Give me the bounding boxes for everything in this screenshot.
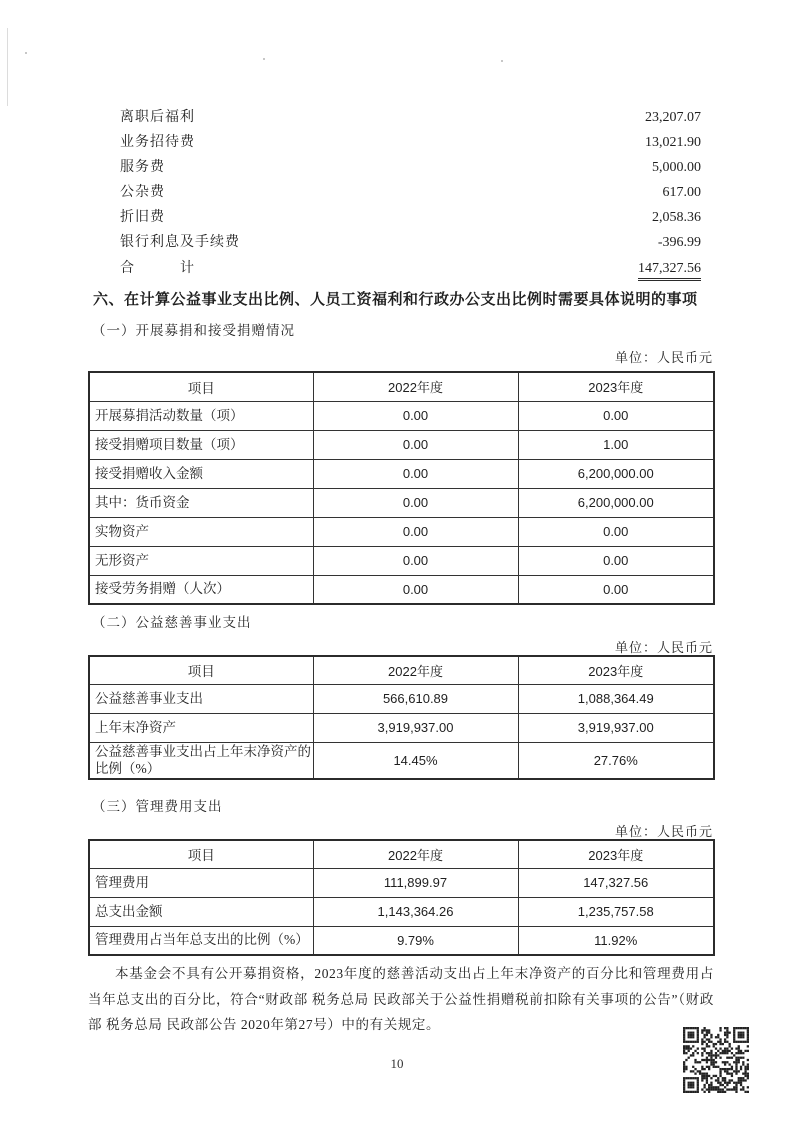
admin-expense-table bbox=[88, 839, 715, 956]
cell-2023: 0.00 bbox=[518, 546, 714, 575]
table-row bbox=[89, 488, 714, 517]
row-label: 无形资产 bbox=[89, 546, 313, 575]
table-row bbox=[89, 401, 714, 430]
subsection-title-2: （二）公益慈善事业支出 bbox=[92, 615, 252, 630]
header-cell: 项目 bbox=[89, 656, 313, 684]
row-label: 上年末净资产 bbox=[89, 713, 313, 742]
expense-row bbox=[120, 131, 701, 156]
table-row bbox=[89, 868, 714, 897]
cell-2023: 1,088,364.49 bbox=[518, 684, 714, 713]
scan-edge-shadow bbox=[7, 28, 8, 106]
qr-code bbox=[683, 1027, 749, 1093]
table-header-row bbox=[89, 372, 714, 401]
header-cell: 2023年度 bbox=[518, 372, 714, 401]
expense-total-label: 合 计 bbox=[120, 261, 195, 276]
cell-2022: 3,919,937.00 bbox=[313, 713, 518, 742]
header-cell: 2023年度 bbox=[518, 656, 714, 684]
cell-2022: 111,899.97 bbox=[313, 868, 518, 897]
cell-2022: 9.79% bbox=[313, 926, 518, 955]
expense-value: 5,000.00 bbox=[652, 160, 701, 175]
scan-speck bbox=[263, 58, 265, 60]
unit-label-1: 单位：人民币元 bbox=[614, 350, 713, 365]
subsection-title-3: （三）管理费用支出 bbox=[92, 799, 223, 814]
section-heading: 六、在计算公益事业支出比例、人员工资福利和行政办公支出比例时需要具体说明的事项 bbox=[93, 291, 698, 308]
cell-2022: 0.00 bbox=[313, 546, 518, 575]
expense-row bbox=[120, 156, 701, 181]
table-row bbox=[89, 459, 714, 488]
row-label: 其中：货币资金 bbox=[89, 488, 313, 517]
cell-2023: 11.92% bbox=[518, 926, 714, 955]
table-row bbox=[89, 897, 714, 926]
expense-value: 2,058.36 bbox=[652, 210, 701, 225]
table-row bbox=[89, 430, 714, 459]
cell-2023: 0.00 bbox=[518, 575, 714, 604]
cell-2022: 1,143,364.26 bbox=[313, 897, 518, 926]
scan-speck bbox=[501, 60, 503, 62]
header-cell: 2022年度 bbox=[313, 840, 518, 868]
cell-2022: 566,610.89 bbox=[313, 684, 518, 713]
cell-2022: 0.00 bbox=[313, 517, 518, 546]
expense-label: 业务招待费 bbox=[120, 135, 195, 150]
row-label: 公益慈善事业支出 bbox=[89, 684, 313, 713]
expense-row bbox=[120, 231, 701, 256]
expense-total-row bbox=[120, 257, 701, 282]
expense-row bbox=[120, 106, 701, 131]
unit-label-3: 单位：人民币元 bbox=[614, 824, 713, 839]
donation-table bbox=[88, 371, 715, 605]
expense-total-value: 147,327.56 bbox=[638, 261, 701, 281]
page-number: 10 bbox=[390, 1056, 404, 1071]
cell-2023: 1,235,757.58 bbox=[518, 897, 714, 926]
header-cell: 2022年度 bbox=[313, 372, 518, 401]
row-label: 公益慈善事业支出占上年末净资产的比例（%） bbox=[89, 742, 313, 779]
expense-label: 折旧费 bbox=[120, 210, 165, 225]
cell-2023: 6,200,000.00 bbox=[518, 459, 714, 488]
expense-value: -396.99 bbox=[657, 235, 701, 250]
header-cell: 项目 bbox=[89, 840, 313, 868]
expense-row bbox=[120, 206, 701, 231]
unit-label-2: 单位：人民币元 bbox=[614, 640, 713, 655]
scan-speck bbox=[25, 52, 27, 54]
table-row bbox=[89, 546, 714, 575]
expense-label: 银行利息及手续费 bbox=[120, 235, 240, 250]
expense-value: 13,021.90 bbox=[645, 135, 701, 150]
cell-2022: 0.00 bbox=[313, 575, 518, 604]
header-cell: 2022年度 bbox=[313, 656, 518, 684]
cell-2023: 27.76% bbox=[518, 742, 714, 779]
cell-2022: 0.00 bbox=[313, 430, 518, 459]
charity-expense-table bbox=[88, 655, 715, 780]
cell-2023: 3,919,937.00 bbox=[518, 713, 714, 742]
cell-2023: 1.00 bbox=[518, 430, 714, 459]
expense-label: 服务费 bbox=[120, 160, 165, 175]
row-label: 管理费用占当年总支出的比例（%） bbox=[89, 926, 313, 955]
row-label: 接受劳务捐赠（人次） bbox=[89, 575, 313, 604]
header-cell: 2023年度 bbox=[518, 840, 714, 868]
expense-label: 公杂费 bbox=[120, 185, 165, 200]
expense-value: 23,207.07 bbox=[645, 110, 701, 125]
row-label: 实物资产 bbox=[89, 517, 313, 546]
cell-2023: 147,327.56 bbox=[518, 868, 714, 897]
subsection-title-1: （一）开展募捐和接受捐赠情况 bbox=[92, 323, 295, 338]
table-header-row bbox=[89, 656, 714, 684]
row-label: 接受捐赠收入金额 bbox=[89, 459, 313, 488]
expense-list bbox=[120, 106, 701, 282]
table-row bbox=[89, 684, 714, 713]
cell-2023: 0.00 bbox=[518, 517, 714, 546]
cell-2023: 0.00 bbox=[518, 401, 714, 430]
cell-2023: 6,200,000.00 bbox=[518, 488, 714, 517]
header-cell: 项目 bbox=[89, 372, 313, 401]
table-row bbox=[89, 742, 714, 779]
expense-label: 离职后福利 bbox=[120, 110, 195, 125]
table-header-row bbox=[89, 840, 714, 868]
table-row bbox=[89, 575, 714, 604]
cell-2022: 0.00 bbox=[313, 488, 518, 517]
expense-row bbox=[120, 181, 701, 206]
table-row bbox=[89, 713, 714, 742]
expense-value: 617.00 bbox=[662, 185, 701, 200]
cell-2022: 0.00 bbox=[313, 459, 518, 488]
table-row bbox=[89, 517, 714, 546]
table-row bbox=[89, 926, 714, 955]
row-label: 开展募捐活动数量（项） bbox=[89, 401, 313, 430]
cell-2022: 0.00 bbox=[313, 401, 518, 430]
footer-note: 本基金会不具有公开募捐资格，2023年度的慈善活动支出占上年末净资产的百分比和管理费用占当年总支出的百分比，符合“财政部 税务总局 民政部关于公益性捐赠税前扣除有关事项的公告”（财政部 税务总局 民政部公告 2020年第27号）中的有关规定。 bbox=[88, 966, 714, 1032]
row-label: 接受捐赠项目数量（项） bbox=[89, 430, 313, 459]
row-label: 总支出金额 bbox=[89, 897, 313, 926]
row-label: 管理费用 bbox=[89, 868, 313, 897]
cell-2022: 14.45% bbox=[313, 742, 518, 779]
